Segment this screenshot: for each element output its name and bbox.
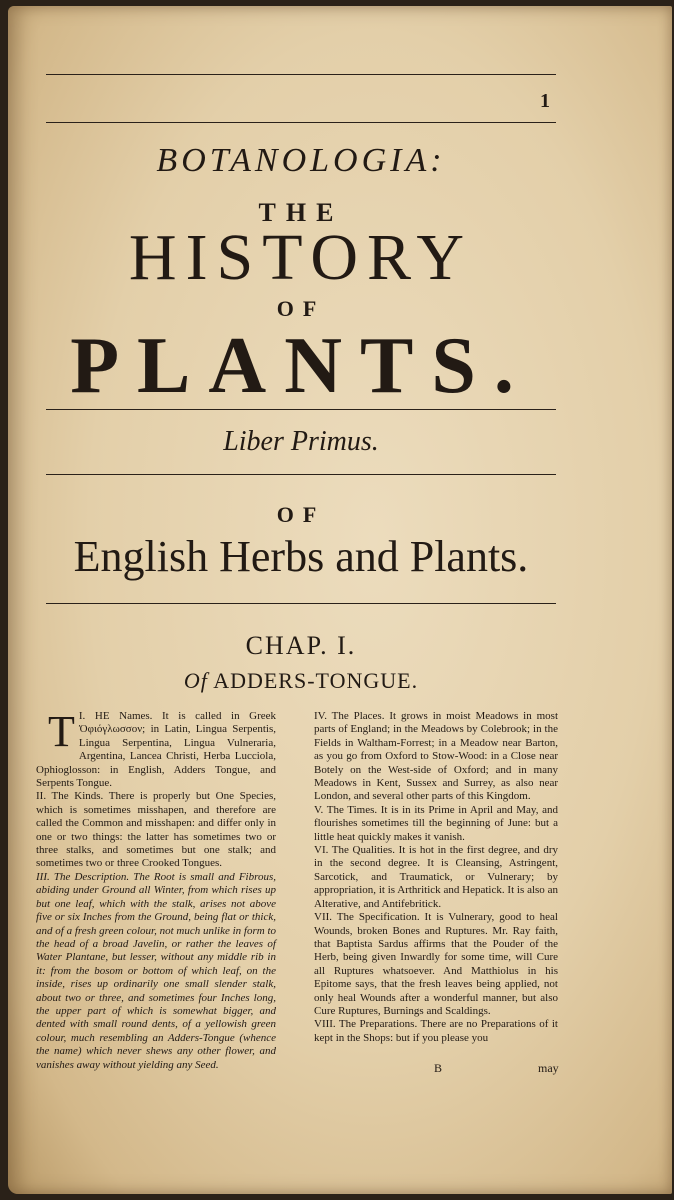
title-of: OF: [276, 296, 326, 321]
paragraph-description: III. The Description. The Root is small and Fibrous, abiding under Ground all Winter, from which rises up but one leaf, which with the stalk, arises not above five or six Inches from the Ground, being flat or thick, and of a fresh green colour, not much unlike in form to the head of a broad Javelin, or rather the leaves of Water Plantane, but lesser, without any middle rib in it: from the bosom or bottom of which leaf, on the inside, rises up ordinarily one small slender stalk, about two or three, and sometimes four Inches long, the upper part of which is somewhat bigger, and dented with small round dents, of a yellowish green colour, much resembling an Adders-Tongue (whence the name) which never shews any other flower, and vanishes away without yielding any Seed.: [36, 870, 276, 1071]
header-rule: [46, 74, 556, 75]
paragraph-text: HE Names. It is called in Greek Ὀφιόγλωσσον; in Latin, Lingua Serpentis, Lingua Serpentina, Lingua Vulneraria, Argentina, Lancea Christi, Herba Lucciola, Ophioglosson: in English, Adders Tongue, and Serpents Tongue.: [36, 710, 277, 790]
book-page: [8, 6, 672, 1194]
paragraph-names: [36, 707, 277, 790]
chapter-subtitle: [46, 668, 556, 694]
text-column-left: [36, 707, 277, 1072]
chapter-subtitle-name: ADDERS-TONGUE.: [213, 668, 419, 693]
paragraph-places: IV. The Places. It grows in moist Meadows in most parts of England; in the Meadows by Colebrook; in the Fields in Waltham-Forrest; in a Meadow near Barton, as you go from Oxford to Stow-Wood: in a Close near Botely on the West-side of Oxford; and in many Meadows in Kent, Sussex and Surrey, as also near London, and several other parts of this Kingdom.: [314, 710, 558, 803]
signature-mark: B: [434, 1061, 443, 1075]
paragraph-times: V. The Times. It is in its Prime in April and May, and flourishes sometimes till the beginning of June: but a little heat quickly makes it vanish.: [314, 803, 558, 843]
divider-rule-3: [46, 603, 556, 604]
title-the: THE: [258, 198, 344, 227]
paragraph-preparations: VIII. The Preparations. There are no Preparations of it kept in the Shops: but if you please you: [314, 1018, 558, 1044]
section-of: OF: [276, 502, 326, 527]
book-label: Liber Primus.: [223, 426, 379, 457]
paragraph-qualities: VI. The Qualities. It is hot in the first degree, and dry in the second degree. It is Cleansing, Astringent, Sarcotick, and Traumatick, or Vulnerary; by appropriation, it is Arthritick and Hepatick. It is also an Alterative, and Antifebritick.: [314, 844, 558, 910]
page-number: 1: [540, 90, 550, 112]
header-rule-lower: [46, 122, 556, 123]
paragraph-specification: VII. The Specification. It is Vulnerary, good to heal Wounds, broken Bones and Ruptures. Mr. Ray faith, that Baptista Sardus affirms that the Pouder of the Herb, being given Inwardly for some time, will Cure all Ruptures whatsoever. And Matthiolus in his Epitome says, that the fresh leaves being applied, not only heal Wounds after a wonderful manner, but also Cure Ruptures, Burnings and Scaldings.: [314, 911, 558, 1017]
title-plants: PLANTS.: [70, 322, 532, 410]
title-history: HISTORY: [128, 221, 474, 294]
title-botanologia: BOTANOLOGIA:: [156, 142, 446, 179]
chapter-subtitle-of: Of: [183, 668, 208, 693]
divider-rule-1: [46, 409, 556, 410]
catchword: may: [538, 1061, 559, 1075]
paragraph-number: I.: [78, 710, 86, 722]
drop-cap: T: [48, 707, 75, 756]
chapter-heading: CHAP. I.: [245, 631, 357, 660]
divider-rule-2: [46, 474, 556, 475]
text-column-right: [314, 710, 558, 1045]
section-title: English Herbs and Plants.: [73, 532, 529, 581]
paragraph-kinds: II. The Kinds. There is properly but One Species, which is sometimes misshapen, and therefore are called the Common and misshapen: and differ only in one or two things: the latter has sometimes two or three stalks, and sometimes but one stalk; and sometimes two or three Crooked Tongues.: [36, 790, 276, 870]
